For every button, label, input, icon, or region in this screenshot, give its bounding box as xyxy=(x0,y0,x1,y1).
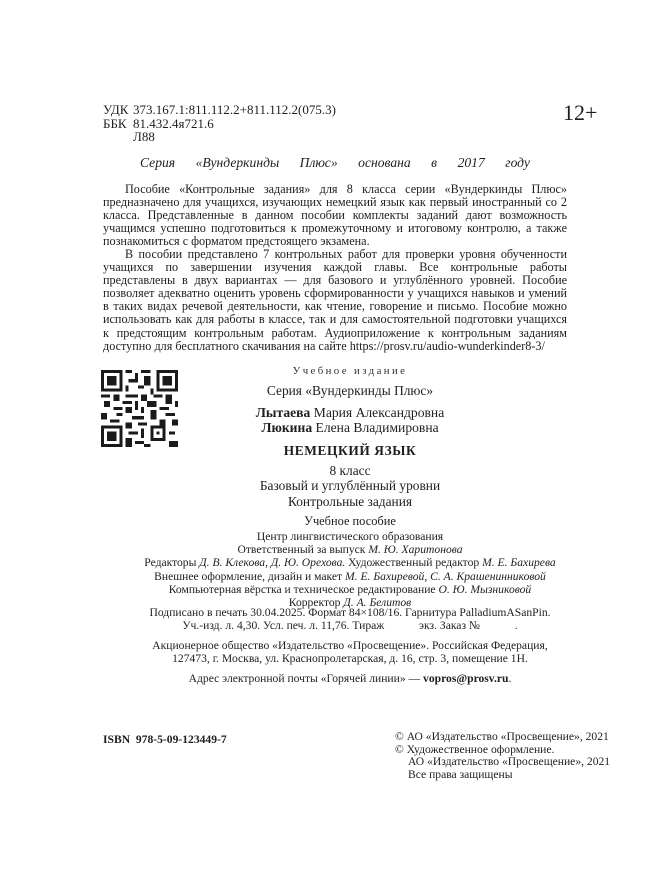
author-mark: Л88 xyxy=(133,129,155,144)
credits-design: Внешнее оформление, дизайн и макет М. Е. Бахиревой, С. А. Крашенинниковой xyxy=(154,569,546,583)
classification-block xyxy=(103,103,336,144)
author-name: Елена Владимировна xyxy=(315,420,439,435)
bbk-row xyxy=(103,117,336,131)
publisher-line-2: 127473, г. Москва, ул. Краснопролетарская, д. 16, стр. 3, помещение 1Н. xyxy=(172,652,528,666)
credits xyxy=(100,530,600,609)
author-mark-row xyxy=(103,130,336,144)
authors xyxy=(150,405,550,435)
annotation xyxy=(103,183,567,353)
udk-label: УДК xyxy=(103,102,129,117)
udk-value: 373.167.1:811.112.2+811.112.2(075.3) xyxy=(133,102,336,117)
book-title: НЕМЕЦКИЙ ЯЗЫК xyxy=(283,443,417,458)
author-surname: Люкина xyxy=(261,420,313,435)
series-word: «Вундеркинды xyxy=(195,155,280,170)
edition-series: Серия «Вундеркинды Плюс» xyxy=(266,383,434,398)
series-word: 2017 xyxy=(457,155,485,170)
imprint xyxy=(100,606,600,685)
series-word: в xyxy=(431,155,438,170)
hotline: Адрес электронной почты «Горячей линии» — vopros@prosv.ru. xyxy=(188,671,512,685)
age-rating: 12+ xyxy=(563,100,598,125)
levels: Базовый и углублённый уровни xyxy=(259,478,441,493)
annotation-paragraph: В пособии представлено 7 контрольных работ для проверки уровня обученности учащихся по завершении изучения каждой главы. Все контрольные работы представлены в двух вариантах — для базового и углублённого уровней. Пособие позволяет адекватно оценить уровень сформированности у учащихся навыков и умений в таких видах речевой деятельности, как чтение, говорение и письмо. Пособие можно использовать как для работы в классе, так и для самостоятельной подготовки учащихся к предстоящим контрольным работам. Аудиоприложение к контрольным заданиям доступно для бесплатного скачивания на сайте https://prosv.ru/audio-wunderkinder8-3/ xyxy=(103,247,567,353)
imprint-line-2: Уч.-изд. л. 4,30. Усл. печ. л. 11,76. Тираж экз. Заказ № . xyxy=(182,619,518,633)
edition-type: Учебное издание xyxy=(292,365,408,377)
series-word: Серия xyxy=(140,155,176,170)
hotline-email[interactable]: vopros@prosv.ru xyxy=(423,671,509,685)
series-word: основана xyxy=(358,155,411,170)
credits-editors: Редакторы Д. В. Клекова, Д. Ю. Орехова. Художественный редактор М. Е. Бахирева xyxy=(144,556,556,570)
series-word: Плюс» xyxy=(299,155,338,170)
credits-center: Центр лингвистического образования xyxy=(256,530,444,543)
credits-layout: Компьютерная вёрстка и техническое редактирование О. Ю. Мызниковой xyxy=(168,582,532,596)
series-founded-line xyxy=(140,155,530,171)
book-type: Учебное пособие xyxy=(304,514,396,528)
copyright-line-2: © Художественное оформление. xyxy=(395,742,555,756)
author-name: Мария Александровна xyxy=(313,405,445,420)
copyright-line-4: Все права защищены xyxy=(408,767,513,781)
credits-corrector: Корректор Д. А. Белитов xyxy=(288,596,412,610)
author-2 xyxy=(150,420,550,435)
grade: 8 класс xyxy=(329,463,371,478)
publisher-line-1: Акционерное общество «Издательство «Просвещение». Российская Федерация, xyxy=(152,638,548,652)
copyright-line-1: © АО «Издательство «Просвещение», 2021 xyxy=(395,730,609,743)
annotation-paragraph: Пособие «Контрольные задания» для 8 класса серии «Вундеркинды Плюс» предназначено для учащихся, изучающих немецкий язык как первый иностранный со 2 класса. Представленные в данном пособии комплекты заданий дают возможность учащимся успешно подготовиться к промежуточному и итоговому контролю, а также познакомиться с форматом предстоящего экзамена. xyxy=(103,182,567,249)
bbk-label: ББК xyxy=(103,115,127,131)
credits-responsible: Ответственный за выпуск М. Ю. Харитонова xyxy=(237,543,463,557)
subtitle: Контрольные задания xyxy=(287,494,413,509)
imprint-line-1: Подписано в печать 30.04.2025. Формат 84×108/16. Гарнитура PalladiumASanPin. xyxy=(149,606,551,619)
series-word: году xyxy=(505,155,530,170)
copyright-line-3: АО «Издательство «Просвещение», 2021 xyxy=(408,755,611,769)
udk-row xyxy=(103,103,336,117)
bbk-value: 81.432.4я721.6 xyxy=(133,115,214,131)
author-surname: Лытаева xyxy=(255,405,311,420)
isbn: ISBN 978-5-09-123449-7 xyxy=(103,733,227,746)
author-1 xyxy=(150,405,550,420)
copyright xyxy=(395,731,610,781)
